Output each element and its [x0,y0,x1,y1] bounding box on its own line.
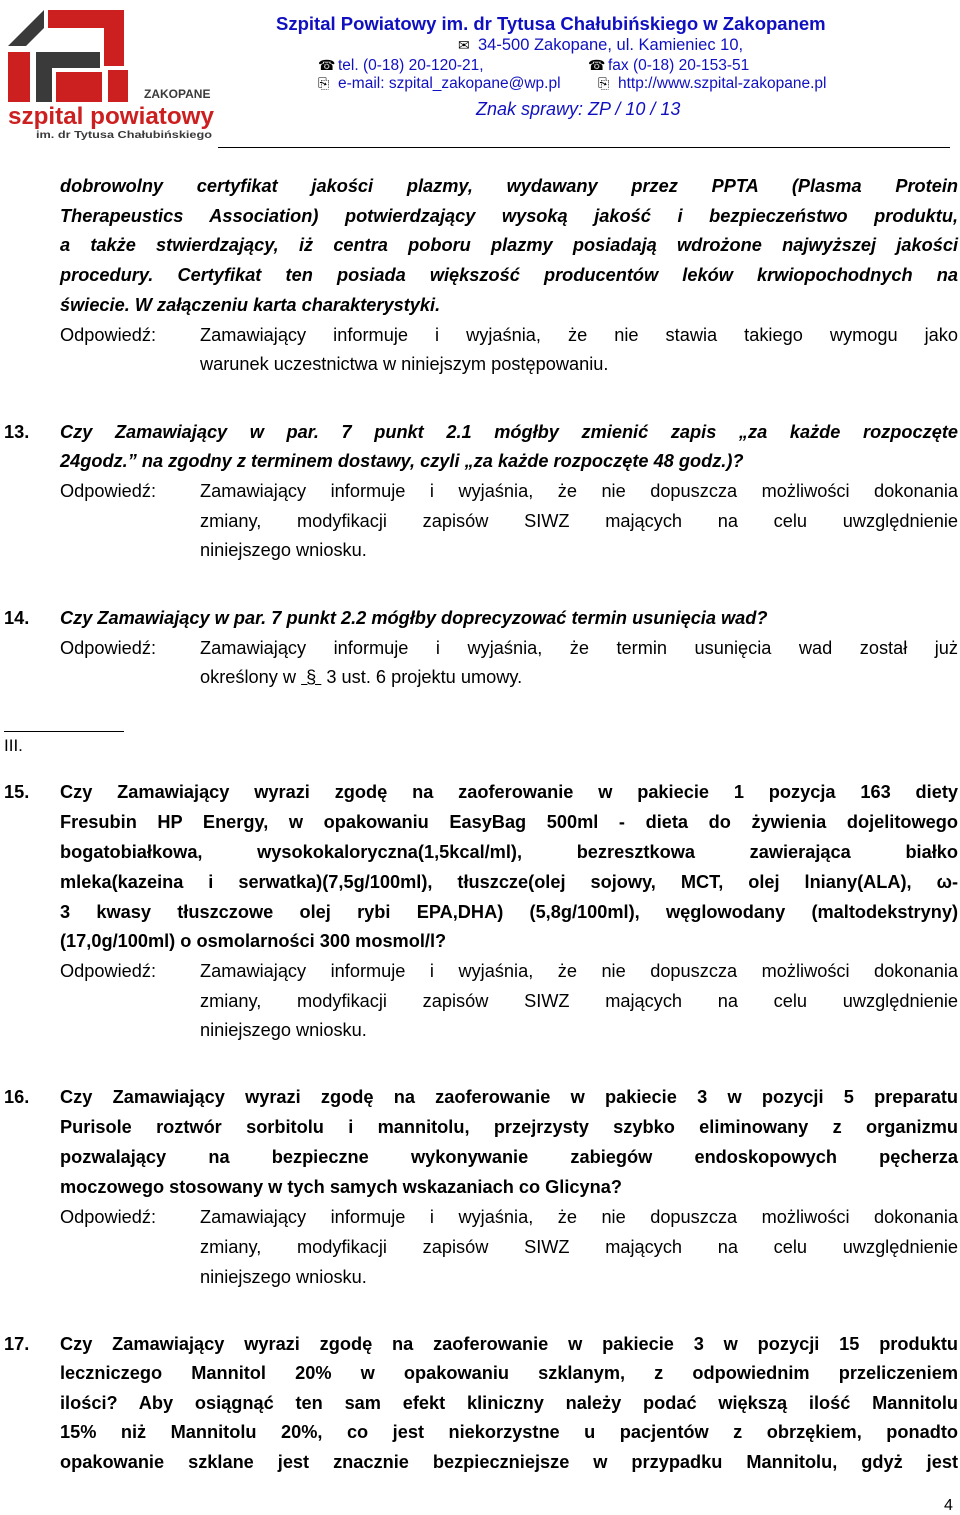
page-number: 4 [944,1497,953,1514]
answer-line: zmiany, modyfikacji zapisów SIWZ mających na celu uwzględnienie [200,511,958,531]
website-link[interactable]: http://www.szpital-zakopane.pl [618,75,827,92]
phone-icon: ☎ [588,57,606,73]
case-reference: Znak sprawy: ZP / 10 / 13 [476,99,681,119]
answer-line: Zamawiający informuje i wyjaśnia, że nie dopuszcza możliwości dokonania [200,1207,958,1227]
intro-line: dobrowolny certyfikat jakości plazmy, wydawany przez PPTA (Plasma Protein [60,176,958,196]
answer-line: Zamawiający informuje i wyjaśnia, że nie stawia takiego wymogu jako [200,325,958,345]
intro-line: świecie. W załączeniu karta charakterystyki. [60,295,441,315]
question-line: (17,0g/100ml) o osmolarności 300 mosmol/l? [60,931,447,951]
answer-line [200,666,522,688]
question-line: ilości? Aby osiągnąć ten sam efekt kliniczny należy podać większą ilość Mannitolu [60,1393,958,1413]
answer-line: Zamawiający informuje i wyjaśnia, że termin usunięcia wad został już [200,638,958,658]
email-label: e-mail: [338,75,385,92]
answer-label: Odpowiedź: [60,481,157,501]
question-number: 15. [4,782,30,802]
answer-line: Zamawiający informuje i wyjaśnia, że nie dopuszcza możliwości dokonania [200,961,958,981]
footnote-divider [4,731,124,732]
question-line: leczniczego Mannitol 20% w opakowaniu szklanym, z odpowiednim przeliczeniem [60,1363,958,1383]
question-line: bogatobiałkowa, wysokokaloryczna(1,5kcal/ml), bezresztkowa zawierająca białko [60,842,958,862]
hospital-phone [318,56,484,75]
answer-line: niniejszego wniosku. [200,1267,367,1287]
question-line: Purisole roztwór sorbitolu i mannitolu, przejrzysty szybko eliminowany z organizmu [60,1117,958,1137]
question-line: Czy Zamawiający w par. 7 punkt 2.2 mógłby doprecyzować termin usunięcia wad? [60,608,768,628]
question-number: 17. [4,1334,30,1354]
question-line: mleka(kazeina i serwatka)(7,5g/100ml), tłuszcze(olej sojowy, MCT, olej lniany(ALA), ω- [60,872,958,892]
hospital-address [458,36,743,54]
question-number: 16. [4,1087,30,1107]
answer-line: Zamawiający informuje i wyjaśnia, że nie dopuszcza możliwości dokonania [200,481,958,501]
phone-icon: ☎ [318,57,336,73]
answer-line: zmiany, modyfikacji zapisów SIWZ mających na celu uwzględnienie [200,1237,958,1257]
question-line: moczowego stosowany w tych samych wskazaniach co Glicyna? [60,1177,622,1197]
computer-icon: ⎘ [318,75,330,91]
fax-text: fax (0-18) 20-153-51 [608,57,750,74]
question-line: 3 kwasy tłuszczowe olej rybi EPA,DHA) (5,8g/100ml), węglowodany (maltodekstryny) [60,902,958,922]
address-text: 34-500 Zakopane, ul. Kamieniec 10, [478,36,744,54]
hospital-email [318,74,561,93]
question-line: Czy Zamawiający wyrazi zgodę na zaoferowanie w pakiecie 3 w pozycji 5 preparatu [60,1087,958,1107]
question-line: 15% niż Mannitolu 20%, co jest niekorzystne u pacjentów z obrzękiem, ponadto [60,1422,958,1442]
intro-line: a także stwierdzający, iż centra poboru plazmy posiadają wdrożone najwyższej jakości [60,235,958,255]
hospital-name: Szpital Powiatowy im. dr Tytusa Chałubińskiego w Zakopanem [276,13,826,34]
question-line: 24godz.” na zgodny z terminem dostawy, czyli „za każde rozpoczęte 48 godz.)? [60,451,744,471]
question-line: opakowanie szklane jest znacznie bezpieczniejsze w przypadku Mannitolu, gdyż jest [60,1452,958,1472]
answer-fragment: określony w [200,667,297,687]
answer-label: Odpowiedź: [60,325,157,345]
answer-line: niniejszego wniosku. [200,1020,367,1040]
question-line: Czy Zamawiający w par. 7 punkt 2.1 mógłby zmienić zapis „za każde rozpoczęte [60,422,958,442]
logo-top-word: ZAKOPANE [144,87,211,101]
email-link[interactable]: szpital_zakopane@wp.pl [388,75,561,92]
hospital-fax [588,56,749,75]
question-line: Czy Zamawiający wyrazi zgodę na zaoferowanie w pakiecie 3 w pozycji 15 produktu [60,1334,958,1354]
logo-sub-word: im. dr Tytusa Chałubińskiego [36,130,212,140]
question-number: 14. [4,608,30,628]
phone-text: tel. (0-18) 20-120-21, [338,57,484,74]
hospital-website [598,74,827,93]
header-divider [218,147,950,148]
intro-line: procedury. Certyfikat ten posiada większość producentów leków krwiopochodnych na [60,265,958,285]
answer-line: warunek uczestnictwa w niniejszym postępowaniu. [200,354,609,374]
answer-label: Odpowiedź: [60,1207,157,1227]
logo-main-word: szpital powiatowy [8,103,215,130]
answer-line: zmiany, modyfikacji zapisów SIWZ mających na celu uwzględnienie [200,991,958,1011]
intro-line: Therapeustics Association) potwierdzający wysoką jakość i bezpieczeństwo produktu, [60,206,958,226]
computer-icon: ⎘ [598,75,610,91]
question-number: 13. [4,422,30,442]
section-heading: III. [4,736,23,755]
answer-label: Odpowiedź: [60,961,157,981]
question-line: Fresubin HP Energy, w opakowaniu EasyBag 500ml - dieta do żywienia dojelitowego [60,812,958,832]
question-line: Czy Zamawiający wyrazi zgodę na zaoferowanie w pakiecie 1 pozycja 163 diety [60,782,958,802]
answer-label: Odpowiedź: [60,638,157,658]
question-line: pozwalający na bezpieczne wykonywanie zabiegów endoskopowych pęcherza [60,1147,958,1167]
envelope-icon: ✉ [458,37,470,53]
answer-fragment: 3 ust. 6 projektu umowy. [326,667,523,687]
section-sign: § [301,667,322,687]
answer-line: niniejszego wniosku. [200,540,367,560]
hospital-logo [4,6,218,140]
